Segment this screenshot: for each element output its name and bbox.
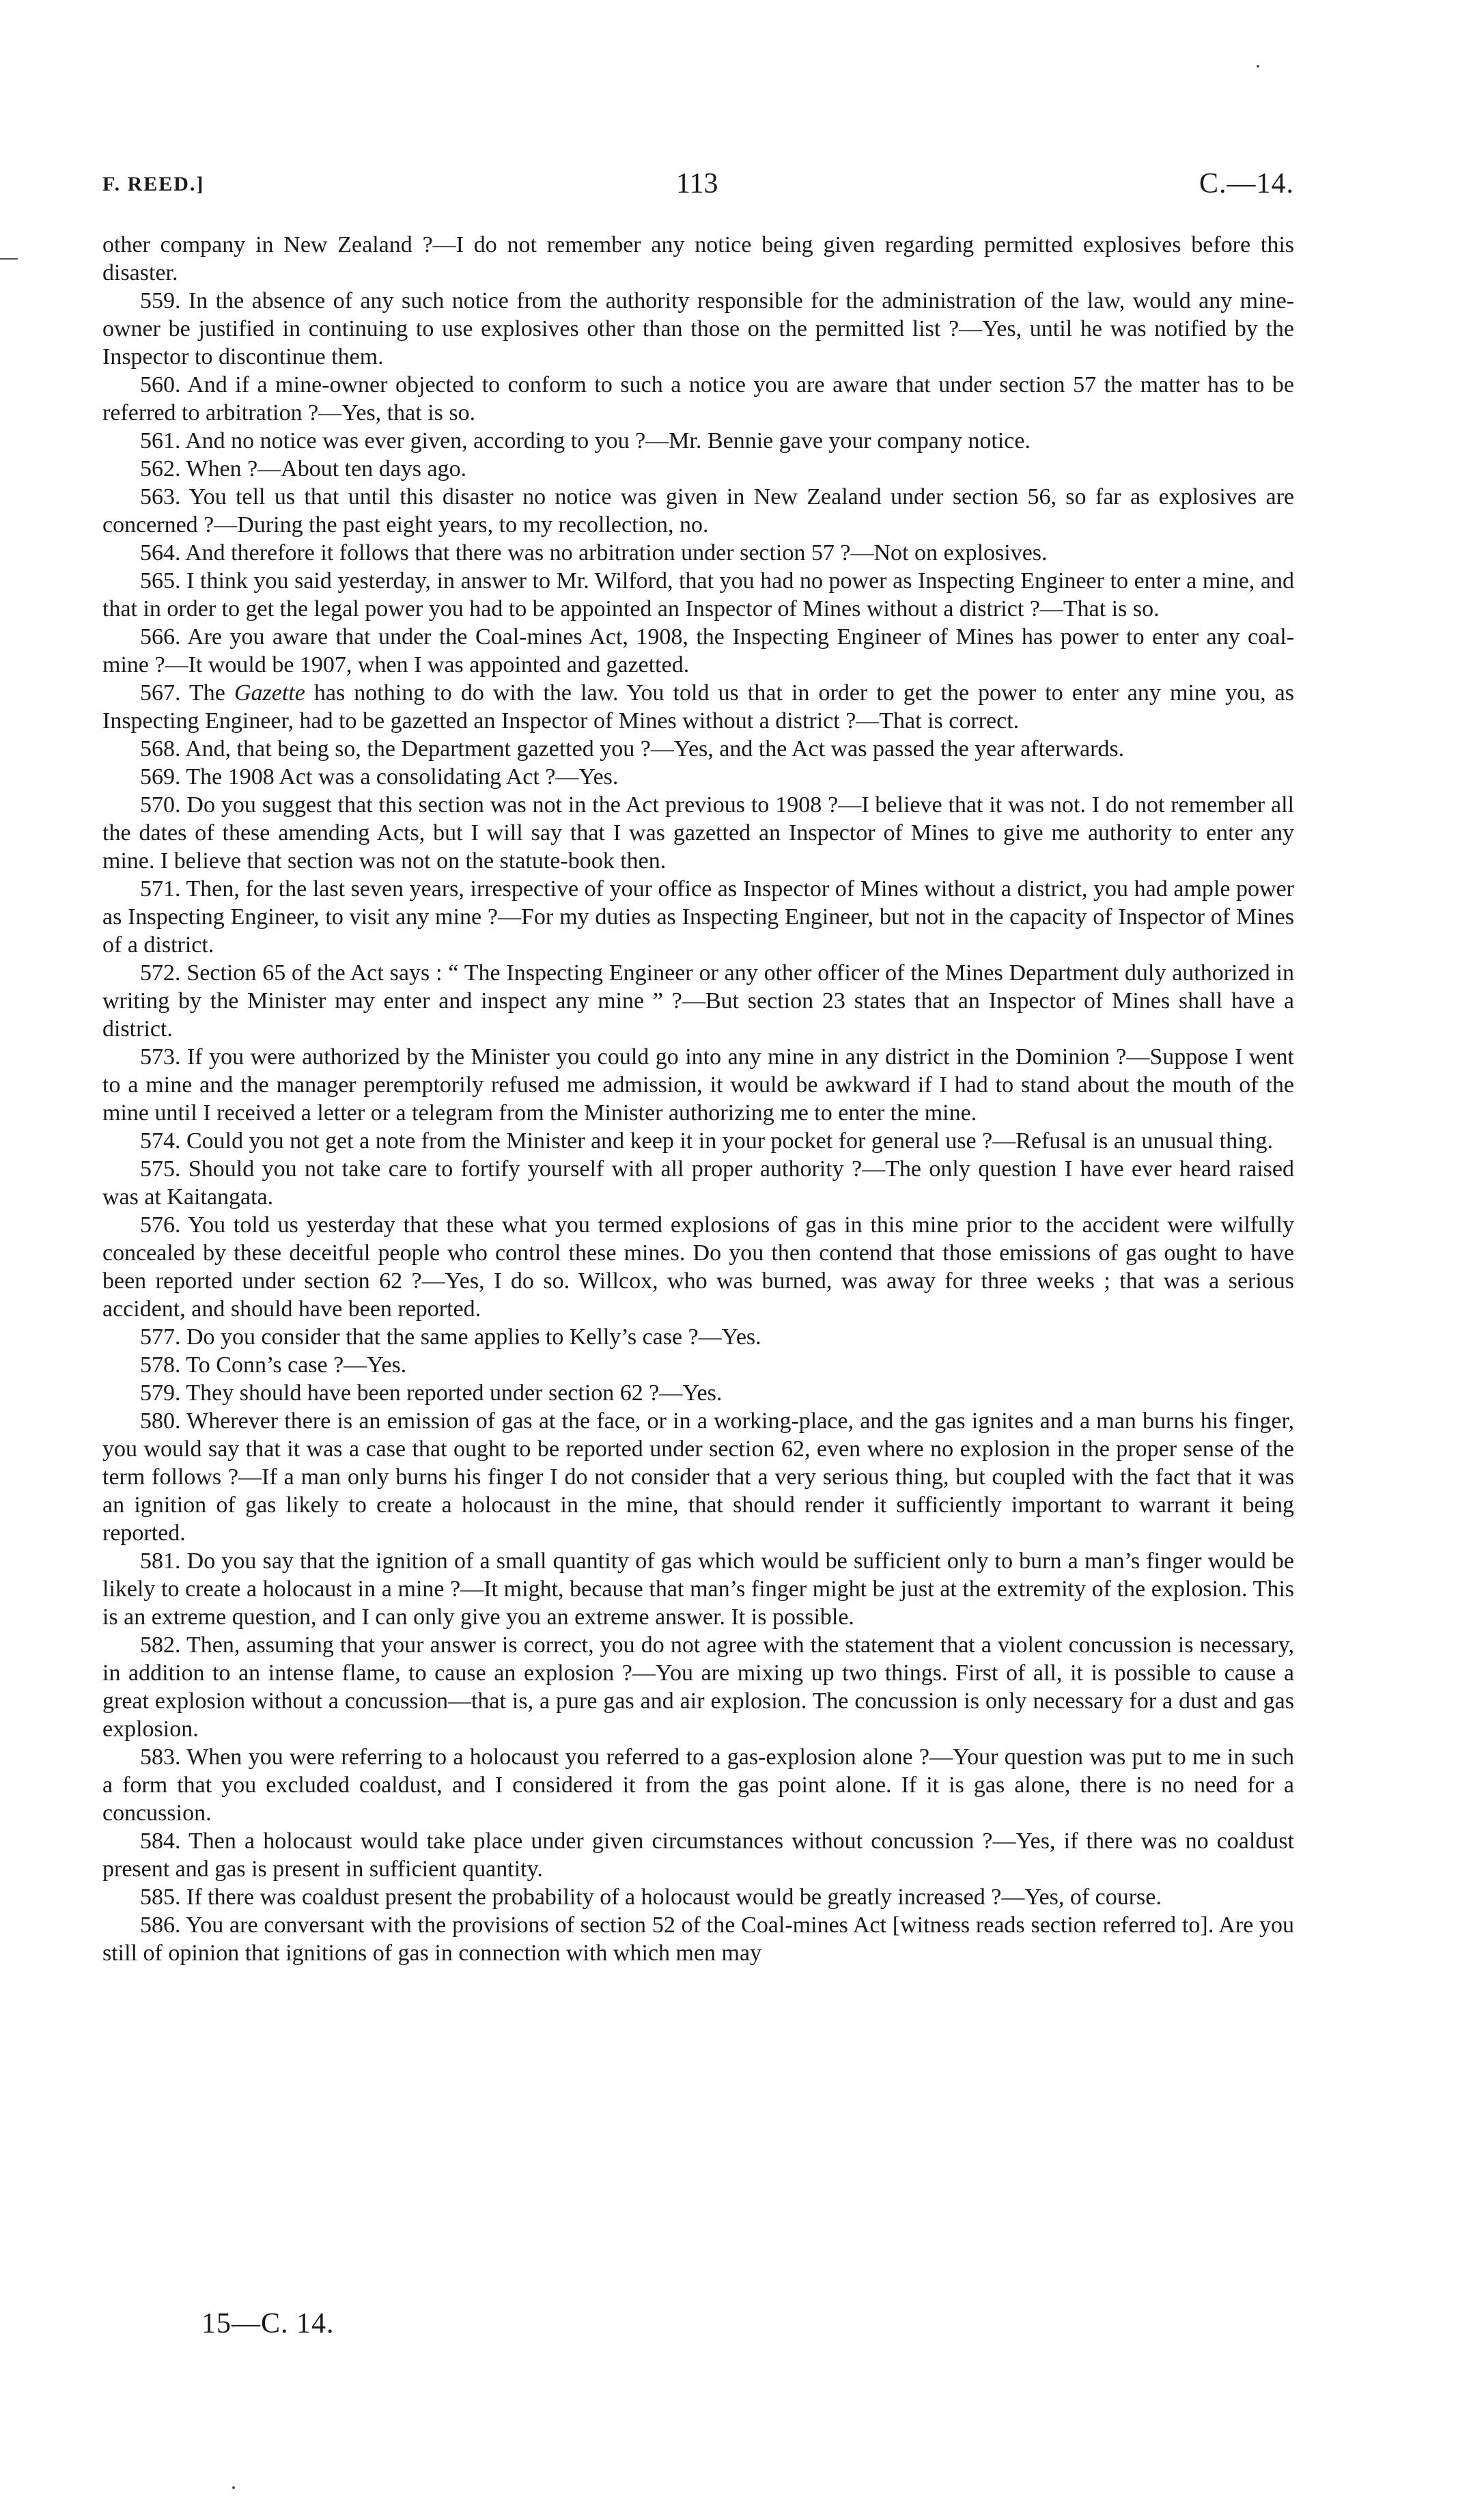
question-578: 578. To Conn’s case ?—Yes. [140,1352,407,1378]
page-number: 113 [676,168,718,199]
question-569: 569. The 1908 Act was a consolidating Act ?—Yes. [140,764,619,790]
question-560: 560. And if a mine-owner objected to conform to such a notice you are aware that under section 57 the matter has to be referred to arbitration ?—Yes, that is so. [102,372,1294,426]
gazette-italic: Gazette [234,680,305,706]
printer-signature: 15—C. 14. [201,2308,335,2339]
question-570: 570. Do you suggest that this section was not in the Act previous to 1908 ?—I believe that it was not. I do not remember all the dates of these amending Acts, but I will say that I was gazetted an Inspector of Mines to give me authority to enter any mine. I believe that section was not on the statute-book then. [102,792,1294,874]
question-566: 566. Are you aware that under the Coal-mines Act, 1908, the Inspecting Engineer of Mines has power to enter any coal-mine ?—It would be 1907, when I was appointed and gazetted. [102,624,1294,678]
scan-dust-speck [232,2486,235,2489]
page-header [102,167,1294,208]
question-577: 577. Do you consider that the same applies to Kelly’s case ?—Yes. [140,1324,761,1350]
question-579: 579. They should have been reported under section 62 ?—Yes. [140,1380,723,1406]
question-565: 565. I think you said yesterday, in answer to Mr. Wilford, that you had no power as Inspecting Engineer to enter a mine, and that in order to get the legal power you had to be appointed an Inspector of Mines without a district ?—That is so. [102,568,1294,622]
question-564: 564. And therefore it follows that there was no arbitration under section 57 ?—Not on explosives. [140,540,1048,566]
question-585: 585. If there was coaldust present the probability of a holocaust would be greatly increased ?—Yes, of course. [140,1885,1162,1910]
question-568: 568. And, that being so, the Department gazetted you ?—Yes, and the Act was passed the year afterwards. [140,736,1125,762]
question-584: 584. Then a holocaust would take place under given circumstances without concussion ?—Yes, if there was no coaldust present and gas is present in sufficient quantity. [102,1828,1294,1882]
question-576: 576. You told us yesterday that these what you termed explosions of gas in this mine prior to the accident were wilfully concealed by these deceitful people who control these mines. Do you then contend that those emissions of gas ought to have been reported under section 62 ?—Yes, I do so. Willcox, who was burned, was away for three weeks ; that was a serious accident, and should have been reported. [102,1212,1294,1322]
scan-edge-mark [0,258,18,260]
witness-name: F. REED.] [102,173,205,195]
scan-dust-speck [1257,65,1259,68]
paragraph-continuation: other company in New Zealand ?—I do not remember any notice being given regarding permitted explosives before this disaster. [102,232,1294,286]
question-582: 582. Then, assuming that your answer is correct, you do not agree with the statement that a violent concussion is necessary, in addition to an intense flame, to cause an explosion ?—You are mixing up two things. First of all, it is possible to cause a great explosion without a concussion—that is, a pure gas and air explosion. The concussion is only necessary for a dust and gas explosion. [102,1632,1294,1742]
question-574: 574. Could you not get a note from the Minister and keep it in your pocket for general use ?—Refusal is an unusual thing. [140,1128,1274,1154]
question-563: 563. You tell us that until this disaster no notice was given in New Zealand under section 56, so far as explosives are concerned ?—During the past eight years, to my recollection, no. [102,484,1294,538]
transcript-body [102,231,1294,1967]
question-562: 562. When ?—About ten days ago. [140,456,467,482]
question-567: 567. The Gazette has nothing to do with the law. You told us that in order to get the power to enter any mine you, as Inspecting Engineer, had to be gazetted an Inspector of Mines without a district ?—That is correct. [102,680,1294,734]
question-573: 573. If you were authorized by the Minister you could go into any mine in any district in the Dominion ?—Suppose I went to a mine and the manager peremptorily refused me admission, it would be awkward if I had to stand about the mouth of the mine until I received a letter or a telegram from the Minister authorizing me to enter the mine. [102,1044,1294,1126]
question-561: 561. And no notice was ever given, according to you ?—Mr. Bennie gave your company notice. [140,428,1031,454]
question-586: 586. You are conversant with the provisions of section 52 of the Coal-mines Act [witness reads section referred to]. Are you still of opinion that ignitions of gas in connection with which men may [102,1913,1294,1966]
question-581: 581. Do you say that the ignition of a small quantity of gas which would be sufficient only to burn a man’s finger would be likely to create a holocaust in a mine ?—It might, because that man’s finger might be just at the extremity of the explosion. This is an extreme question, and I can only give you an extreme answer. It is possible. [102,1548,1294,1630]
question-572: 572. Section 65 of the Act says : “ The Inspecting Engineer or any other officer of the Mines Department duly authorized in writing by the Minister may enter and inspect any mine ” ?—But section 23 states that an Inspector of Mines shall have a district. [102,960,1294,1042]
question-559: 559. In the absence of any such notice from the authority responsible for the administration of the law, would any mine-owner be justified in continuing to use explosives other than those on the permitted list ?—Yes, until he was notified by the Inspector to discontinue them. [102,288,1294,370]
question-575: 575. Should you not take care to fortify yourself with all proper authority ?—The only question I have ever heard raised was at Kaitangata. [102,1156,1294,1210]
question-580: 580. Wherever there is an emission of gas at the face, or in a working-place, and the gas ignites and a man burns his finger, you would say that it was a case that ought to be reported under section 62, even where no explosion in the proper sense of the term follows ?—If a man only burns his finger I do not consider that a very serious thing, but coupled with the fact that it was an ignition of gas likely to create a holocaust in the mine, that should render it sufficiently important to warrant it being reported. [102,1408,1294,1546]
question-571: 571. Then, for the last seven years, irrespective of your office as Inspector of Mines without a district, you had ample power as Inspecting Engineer, to visit any mine ?—For my duties as Inspecting Engineer, but not in the capacity of Inspector of Mines of a district. [102,876,1294,958]
document-reference: C.—14. [1199,168,1294,199]
question-583: 583. When you were referring to a holocaust you referred to a gas-explosion alone ?—Your question was put to me in such a form that you excluded coaldust, and I considered it from the gas point alone. If it is gas alone, there is no need for a concussion. [102,1744,1294,1826]
